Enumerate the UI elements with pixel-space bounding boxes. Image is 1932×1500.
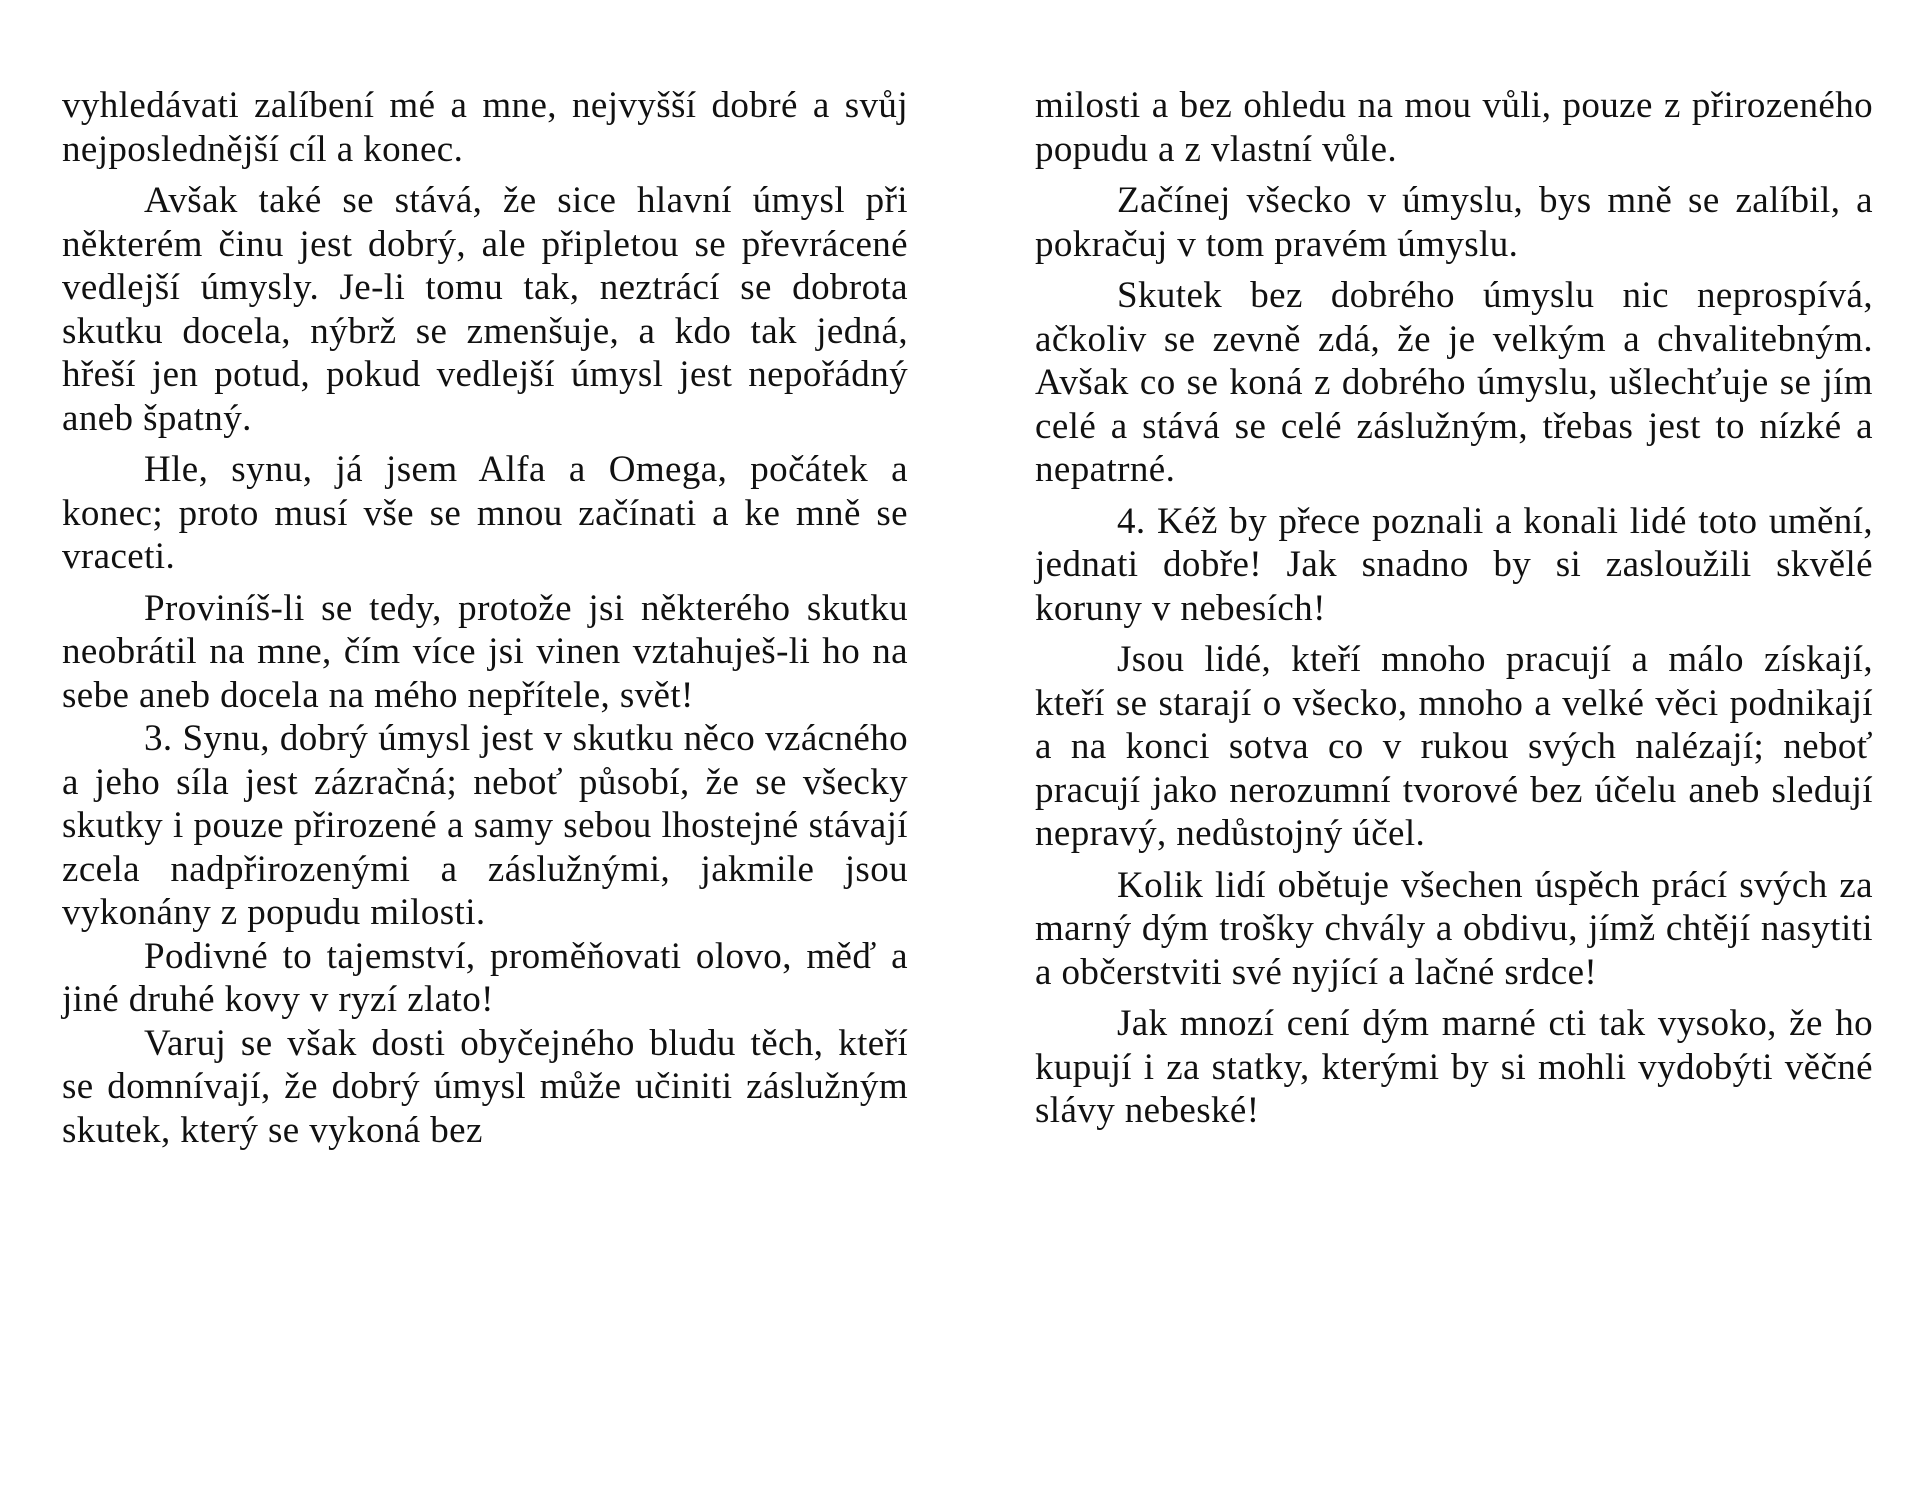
paragraph: 4. Kéž by přece poznali a konali lidé toto umění, jednati dobře! Jak snadno by si zasloužili skvělé koruny v nebesích!: [1035, 500, 1873, 629]
paragraph: Podivné to tajemství, proměňovati olovo, měď a jiné druhé kovy v ryzí zlato!: [62, 935, 908, 1020]
paragraph: Začínej všecko v úmyslu, bys mně se zalíbil, a pokračuj v tom pravém úmyslu.: [1035, 180, 1873, 265]
paragraph: Kolik lidí obětuje všechen úspěch prácí svých za marný dým trošky chvály a obdivu, jímž chtějí nasytiti a občerstviti své nyjící a lačné srdce!: [1035, 864, 1873, 993]
paragraph: Hle, synu, já jsem Alfa a Omega, počátek a konec; proto musí vše se mnou začínati a ke mně se vraceti.: [62, 449, 908, 577]
paragraph: Varuj se však dosti obyčejného bludu těch, kteří se domnívají, že dobrý úmysl může učiniti záslužným skutek, který se vykoná bez: [62, 1022, 908, 1151]
paragraph: Proviníš-li se tedy, protože jsi některého skutku neobrátil na mne, čím více jsi vinen vztahuješ-li ho na sebe aneb docela na mého nepřítele, svět!: [62, 587, 908, 716]
right-page-column: [1035, 84, 1873, 1141]
paragraph: 3. Synu, dobrý úmysl jest v skutku něco vzácného a jeho síla jest zázračná; neboť působí, že se všecky skutky i pouze přirozené a samy sebou lhostejné stávají zcela nadpřirozenými a záslužnými, jakmile jsou vykonány z popudu milosti.: [62, 718, 908, 933]
paragraph: Jak mnozí cení dým marné cti tak vysoko, že ho kupují i za statky, kterými by si mohli vydobýti věčné slávy nebeské!: [1035, 1003, 1873, 1131]
paragraph: Skutek bez dobrého úmyslu nic neprospívá, ačkoliv se zevně zdá, že je velkým a chvalitebným. Avšak co se koná z dobrého úmyslu, ušlechťuje se jím celé a stává se celé záslužným, třebas jest to nízké a nepatrné.: [1035, 275, 1873, 490]
paragraph: Jsou lidé, kteří mnoho pracují a málo získají, kteří se starají o všecko, mnoho a velké věci podnikají a na konci sotva co v rukou svých nalézají; neboť pracují jako nerozumní tvorové bez účelu aneb sledují nepravý, nedůstojný účel.: [1035, 639, 1873, 854]
paragraph: vyhledávati zalíbení mé a mne, nejvyšší dobré a svůj nejposlednější cíl a konec.: [62, 85, 908, 170]
paragraph: Avšak také se stává, že sice hlavní úmysl při některém činu jest dobrý, ale připletou se převrácené vedlejší úmysly. Je-li tomu tak, neztrácí se dobrota skutku docela, nýbrž se zmenšuje, a kdo tak jedná, hřeší jen potud, pokud vedlejší úmysl jest nepořádný aneb špatný.: [62, 180, 908, 439]
paragraph: milosti a bez ohledu na mou vůli, pouze z přirozeného popudu a z vlastní vůle.: [1035, 85, 1873, 170]
left-page-column: [62, 84, 908, 1152]
